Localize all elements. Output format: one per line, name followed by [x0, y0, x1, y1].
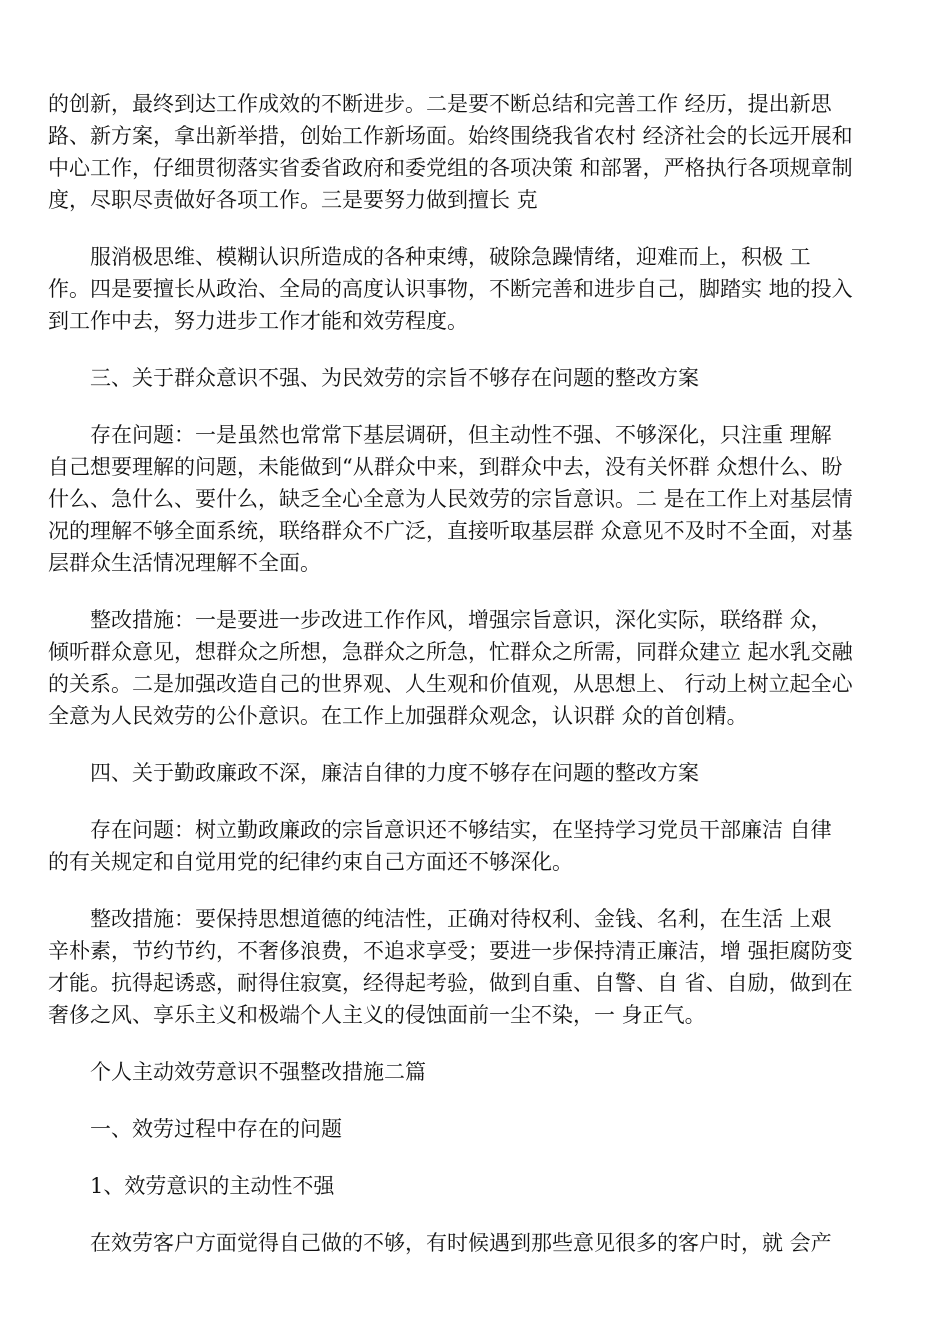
text-line: 自己想要理解的问题，未能做到“从群众中来，到群众中去，没有关怀群 众想什么、盼 — [48, 455, 843, 479]
text-line: 的创新，最终到达工作成效的不断进步。二是要不断总结和完善工作 经历，提出新思 — [48, 92, 832, 116]
paragraph — [48, 1227, 918, 1259]
text-line: 什么、急什么、要什么，缺乏全心全意为人民效劳的宗旨意识。二 是在工作上对基层情 — [48, 487, 853, 511]
paragraph — [48, 903, 918, 1031]
text-line: 辛朴素，节约节约，不奢侈浪费，不追求享受；要进一步保持清正廉洁，增 强拒腐防变 — [48, 939, 853, 963]
text-line: 个人主动效劳意识不强整改措施二篇 — [90, 1060, 426, 1084]
text-line: 1、效劳意识的主动性不强 — [90, 1174, 335, 1198]
paragraph — [48, 814, 918, 878]
paragraph — [48, 757, 918, 789]
paragraph — [48, 88, 918, 216]
text-line: 的关系。二是加强改造自己的世界观、人生观和价值观，从思想上、 行动上树立起全心 — [48, 672, 853, 696]
text-line: 路、新方案，拿出新举措，创始工作新场面。始终围绕我省农村 经济社会的长远开展和 — [48, 124, 853, 148]
text-line: 度，尽职尽责做好各项工作。三是要努力做到擅长 克 — [48, 188, 538, 212]
text-line: 的有关规定和自觉用党的纪律约束自己方面还不够深化。 — [48, 850, 573, 874]
paragraph — [48, 604, 918, 732]
text-line: 奢侈之风、享乐主义和极端个人主义的侵蚀面前一尘不染，一 身正气。 — [48, 1003, 706, 1027]
paragraph — [48, 1056, 918, 1088]
text-line: 整改措施：要保持思想道德的纯洁性，正确对待权利、金钱、名利，在生活 上艰 — [90, 907, 832, 931]
paragraph — [48, 362, 918, 394]
text-line: 中心工作，仔细贯彻落实省委省政府和委党组的各项决策 和部署，严格执行各项规章制 — [48, 156, 853, 180]
text-line: 全意为人民效劳的公仆意识。在工作上加强群众观念，认识群 众的首创精。 — [48, 704, 748, 728]
text-line: 整改措施：一是要进一步改进工作作风，增强宗旨意识，深化实际，联络群 众， — [90, 608, 832, 632]
text-line: 在效劳客户方面觉得自己做的不够，有时候遇到那些意见很多的客户时，就 会产 — [90, 1231, 832, 1255]
paragraph — [48, 241, 918, 337]
document-page — [48, 88, 918, 1284]
text-line: 三、关于群众意识不强、为民效劳的宗旨不够存在问题的整改方案 — [90, 366, 699, 390]
text-line: 层群众生活情况理解不全面。 — [48, 551, 321, 575]
paragraph — [48, 419, 918, 579]
text-line: 存在问题：一是虽然也常常下基层调研，但主动性不强、不够深化，只注重 理解 — [90, 423, 832, 447]
text-line: 一、效劳过程中存在的问题 — [90, 1117, 342, 1141]
text-line: 到工作中去，努力进步工作才能和效劳程度。 — [48, 309, 468, 333]
text-line: 作。四是要擅长从政治、全局的高度认识事物，不断完善和进步自己，脚踏实 地的投入 — [48, 277, 853, 301]
paragraph — [48, 1170, 918, 1202]
text-line: 四、关于勤政廉政不深，廉洁自律的力度不够存在问题的整改方案 — [90, 761, 699, 785]
text-line: 才能。抗得起诱惑，耐得住寂寞，经得起考验，做到自重、自警、自 省、自励，做到在 — [48, 971, 853, 995]
paragraph — [48, 1113, 918, 1145]
text-line: 存在问题：树立勤政廉政的宗旨意识还不够结实，在坚持学习党员干部廉洁 自律 — [90, 818, 832, 842]
text-line: 服消极思维、模糊认识所造成的各种束缚，破除急躁情绪，迎难而上，积极 工 — [90, 245, 811, 269]
text-line: 况的理解不够全面系统，联络群众不广泛，直接听取基层群 众意见不及时不全面，对基 — [48, 519, 853, 543]
text-line: 倾听群众意见，想群众之所想，急群众之所急，忙群众之所需，同群众建立 起水乳交融 — [48, 640, 853, 664]
